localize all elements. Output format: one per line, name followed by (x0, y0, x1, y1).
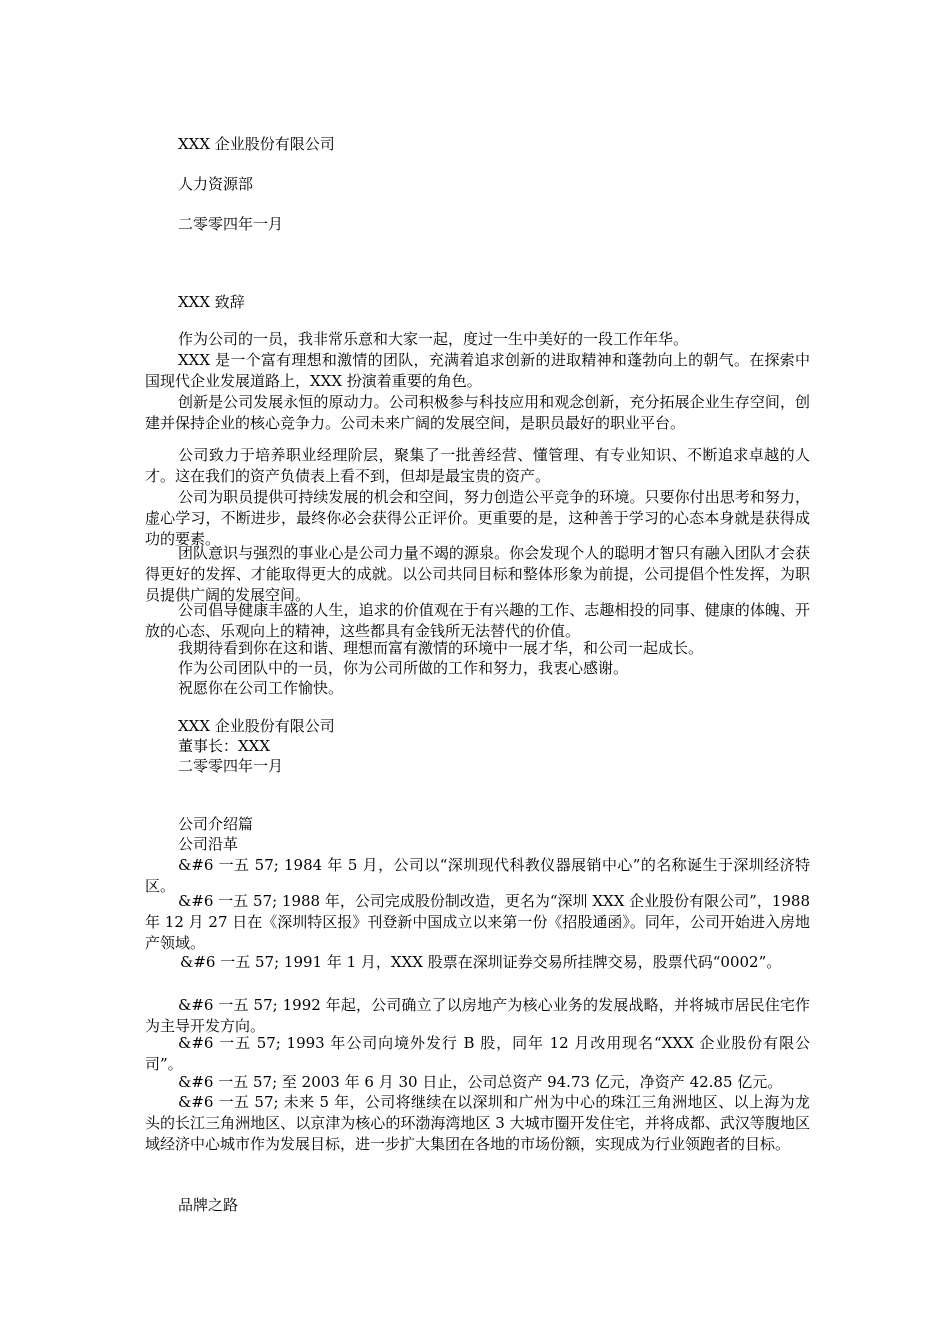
signature-date: 二零零四年一月 (178, 757, 284, 775)
speech-paragraph: XXX 是一个富有理想和激情的团队，充满着追求创新的进取精神和蓬勃向上的朝气。在探索中国现代企业发展道路上，XXX 扮演着重要的角色。 (145, 351, 810, 390)
intro-section-title: 公司介绍篇 (178, 815, 254, 833)
history-title: 公司沿革 (178, 835, 239, 853)
header-date: 二零零四年一月 (178, 215, 284, 233)
speech-paragraph: 公司为职员提供可持续发展的机会和空间，努力创造公平竞争的环境。只要你付出思考和努力，虚心学习，不断进步，最终你必会获得公正评价。更重要的是，这种善于学习的心态本身就是获得成功的要素。 (145, 488, 810, 548)
speech-paragraph: 作为公司团队中的一员，你为公司所做的工作和努力，我衷心感谢。 (178, 659, 629, 677)
history-item: &#6 一五 57; 1993 年公司向境外发行 B 股，同年 12 月改用现名“XXX 企业股份有限公司”。 (145, 1034, 810, 1073)
history-item: &#6 一五 57; 1988 年，公司完成股份制改造，更名为“深圳 XXX 企业股份有限公司”，1988 年 12 月 27 日在《深圳特区报》刊登新中国成立以来第一份《招股通函》。同年，公司开始进入房地产领域。 (145, 892, 810, 952)
history-item: &#6 一五 57; 1992 年起，公司确立了以房地产为核心业务的发展战略，并将城市居民住宅作为主导开发方向。 (145, 996, 810, 1035)
history-item: &#6 一五 57; 1991 年 1 月，XXX 股票在深圳证券交易所挂牌交易，股票代码“0002”。 (180, 953, 782, 971)
signature-company: XXX 企业股份有限公司 (178, 717, 335, 735)
signature-chairman: 董事长：XXX (178, 737, 271, 755)
history-item: &#6 一五 57; 1984 年 5 月，公司以“深圳现代科教仪器展销中心”的名称诞生于深圳经济特区。 (145, 856, 810, 895)
history-item: &#6 一五 57; 未来 5 年，公司将继续在以深圳和广州为中心的珠江三角洲地区、以上海为龙头的长江三角洲地区、以京津为核心的环渤海湾地区 3 大城市圈开发住宅，并将成都、武汉等腹地区域经济中心城市作为发展目标，进一步扩大集团在各地的市场份额，实现成为行业领跑者的目标。 (145, 1093, 810, 1153)
header-department: 人力资源部 (178, 175, 254, 193)
header-company: XXX 企业股份有限公司 (178, 135, 335, 153)
brand-title: 品牌之路 (178, 1196, 239, 1214)
speech-paragraph: 我期待看到你在这和谐、理想而富有激情的环境中一展才华，和公司一起成长。 (178, 639, 704, 657)
speech-title: XXX 致辞 (178, 293, 245, 311)
speech-paragraph: 团队意识与强烈的事业心是公司力量不竭的源泉。你会发现个人的聪明才智只有融入团队才会获得更好的发挥、才能取得更大的成就。以公司共同目标和整体形象为前提，公司提倡个性发挥，为职员提供广阔的发展空间。 (145, 544, 810, 604)
speech-paragraph: 公司致力于培养职业经理阶层，聚集了一批善经营、懂管理、有专业知识、不断追求卓越的人才。这在我们的资产负债表上看不到，但却是最宝贵的资产。 (145, 446, 810, 485)
speech-paragraph: 创新是公司发展永恒的原动力。公司积极参与科技应用和观念创新，充分拓展企业生存空间，创建并保持企业的核心竞争力。公司未来广阔的发展空间，是职员最好的职业平台。 (145, 393, 810, 432)
speech-paragraph: 公司倡导健康丰盛的人生，追求的价值观在于有兴趣的工作、志趣相投的同事、健康的体魄、开放的心态、乐观向上的精神，这些都具有金钱所无法替代的价值。 (145, 601, 810, 640)
speech-paragraph: 作为公司的一员，我非常乐意和大家一起，度过一生中美好的一段工作年华。 (178, 330, 689, 348)
history-item: &#6 一五 57; 至 2003 年 6 月 30 日止，公司总资产 94.73 亿元，净资产 42.85 亿元。 (178, 1073, 783, 1091)
speech-paragraph: 祝愿你在公司工作愉快。 (178, 679, 344, 697)
